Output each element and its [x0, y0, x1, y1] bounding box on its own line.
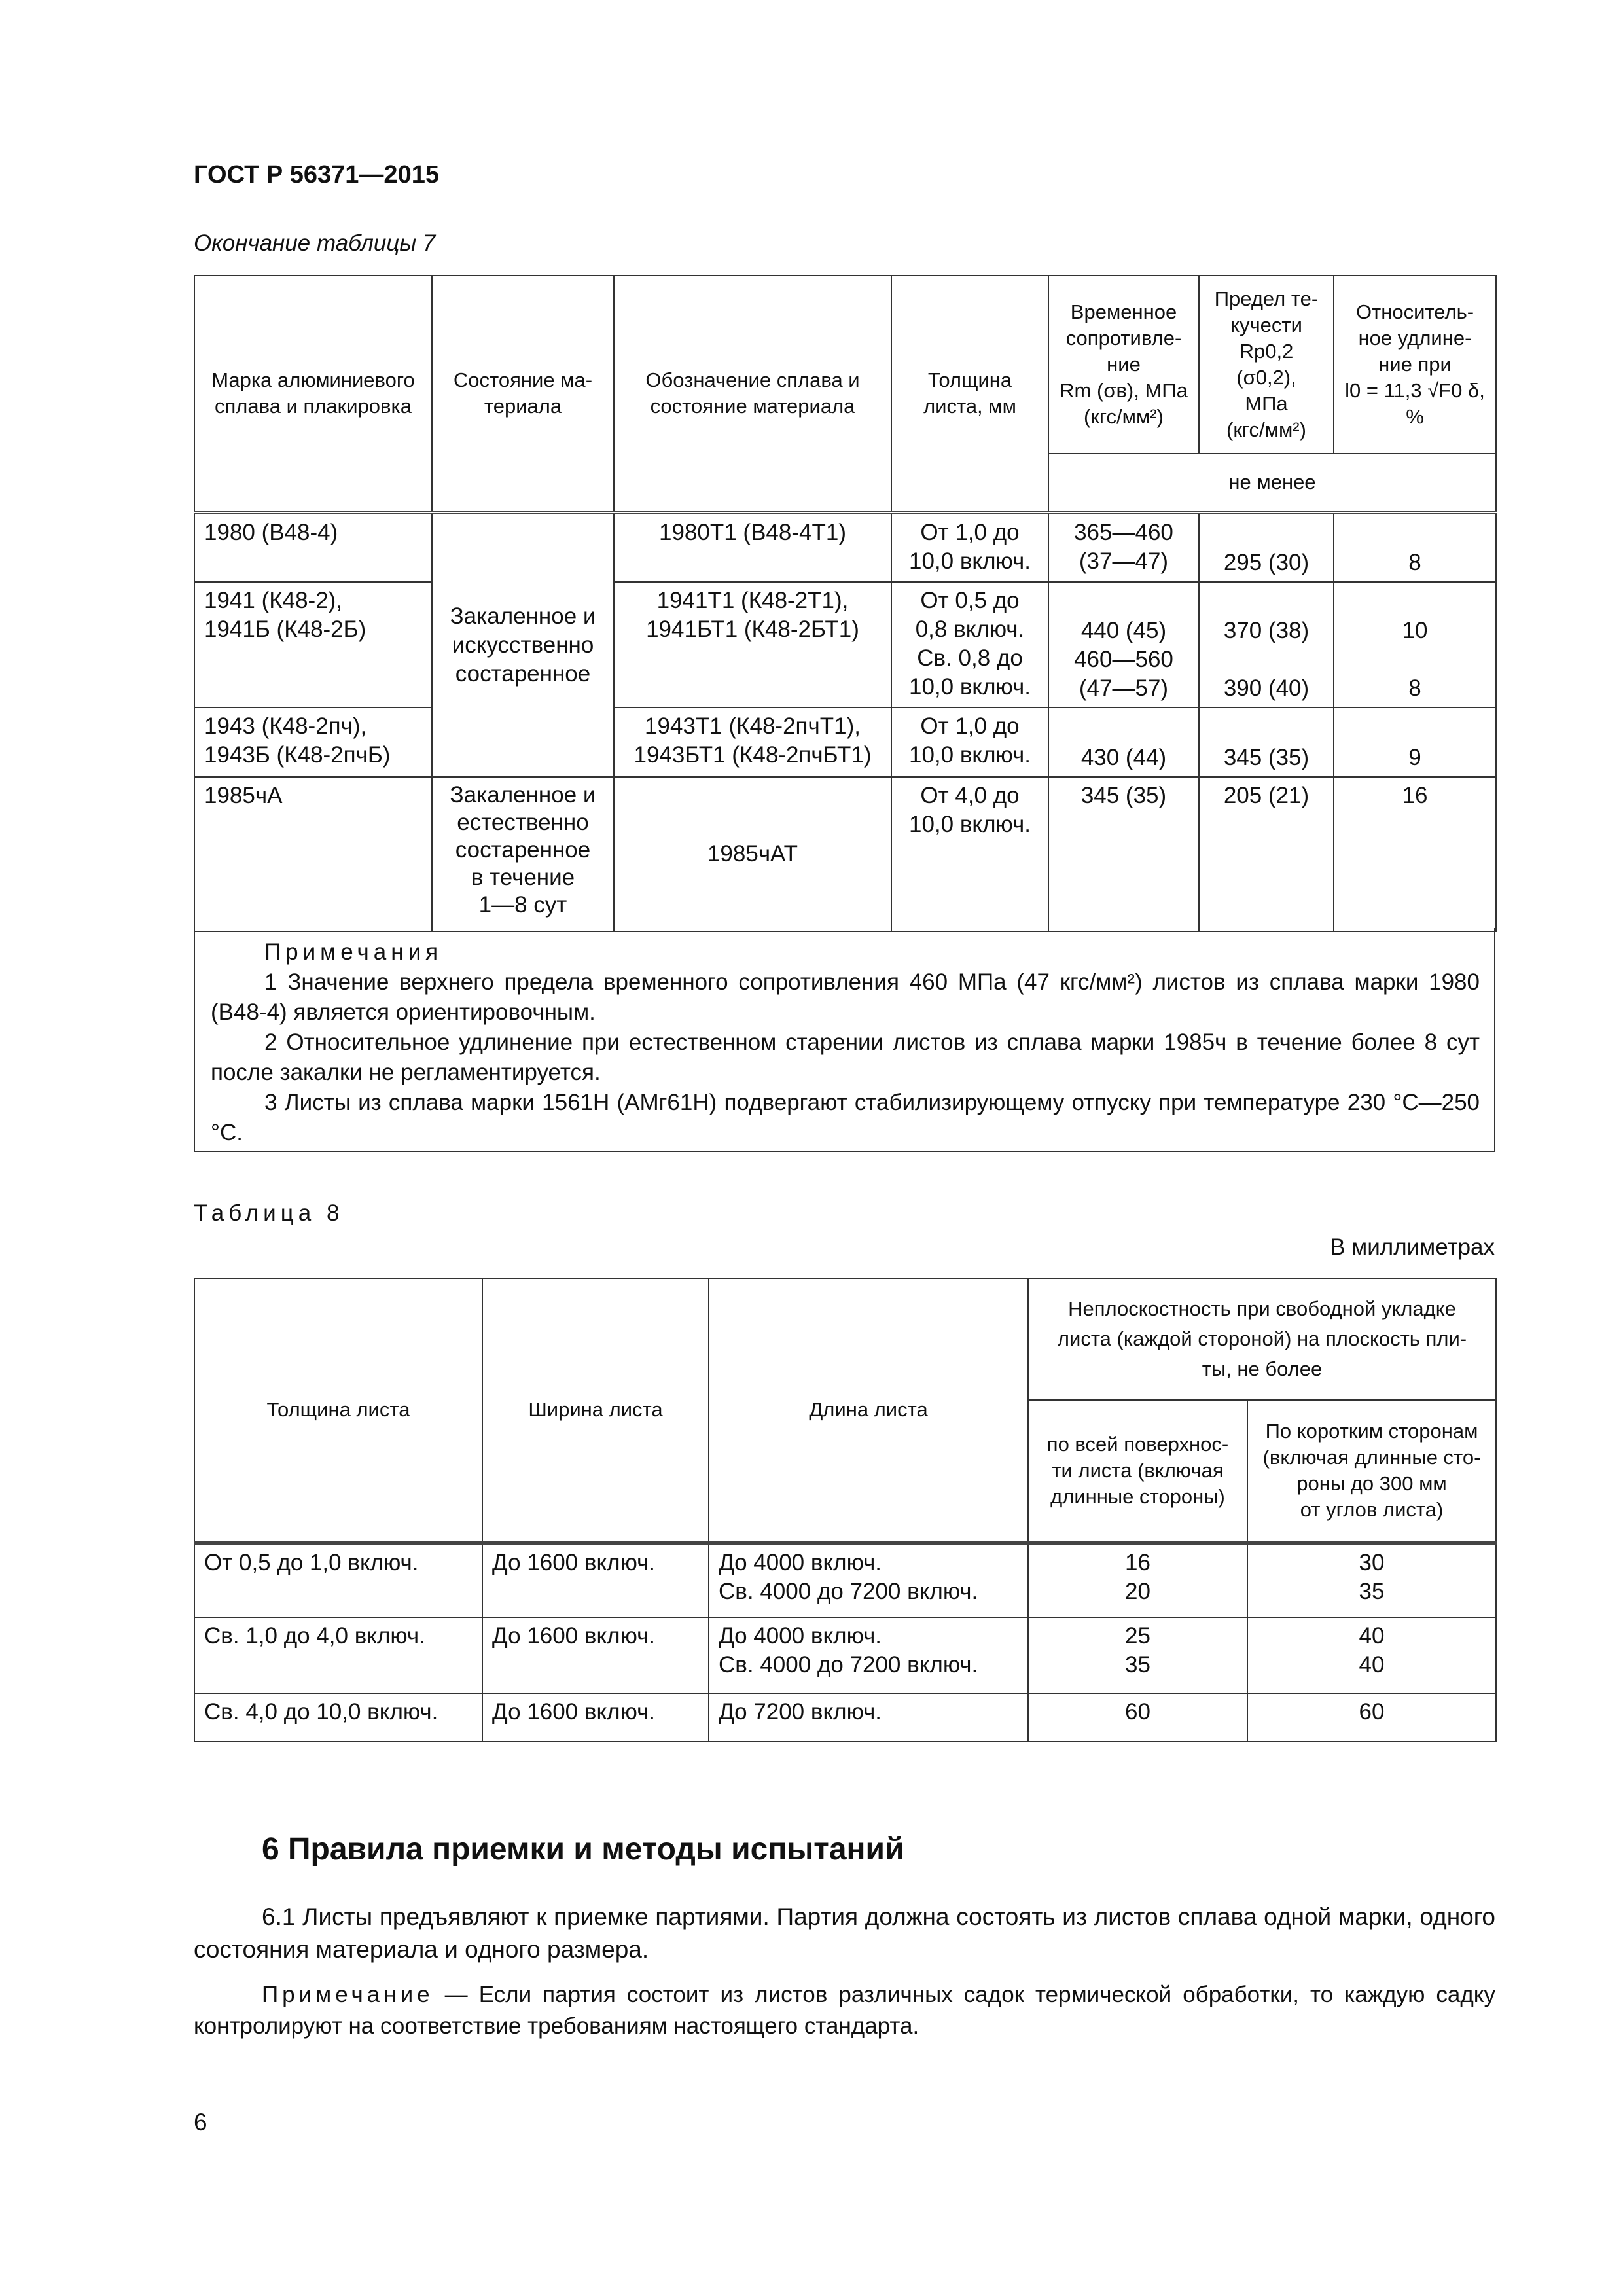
- table-cell-grade: 1985чА: [194, 777, 432, 931]
- table-cell-length: До 4000 включ. Св. 4000 до 7200 включ.: [709, 1543, 1028, 1617]
- table-cell-short: 40 40: [1247, 1617, 1496, 1693]
- header-whole-surface: по всей поверхнос- ти листа (включая длинные стороны): [1028, 1400, 1247, 1543]
- table-cell-state-group: Закаленное и искусственно состаренное: [432, 512, 614, 777]
- section-note: [194, 1979, 1495, 2042]
- table-cell-elongation: 16: [1334, 777, 1496, 931]
- header-sheet-width: Ширина листа: [482, 1278, 709, 1543]
- table-cell-yield: 205 (21): [1199, 777, 1334, 931]
- table-cell-designation: 1985чАТ: [614, 777, 891, 931]
- table-cell-length: До 7200 включ.: [709, 1693, 1028, 1742]
- table-cell-thickness: Св. 1,0 до 4,0 включ.: [194, 1617, 482, 1693]
- header-thickness: Толщина листа, мм: [891, 276, 1048, 512]
- note-label: Примечание: [262, 1982, 434, 2007]
- note-item: 1 Значение верхнего предела временного сопротивления 460 МПа (47 кгс/мм²) листов из сплава марки 1980 (В48-4) является ориентировочным.: [211, 969, 1480, 1025]
- table-cell-yield: 370 (38) 390 (40): [1199, 582, 1334, 708]
- notes-title: Примечания: [264, 939, 443, 965]
- header-sheet-thickness: Толщина листа: [194, 1278, 482, 1543]
- table-cell-short: 30 35: [1247, 1543, 1496, 1617]
- header-yield: Предел те- кучести Rp0,2 (σ0,2), МПа (кгс/мм²): [1199, 276, 1334, 454]
- header-min-label: не менее: [1048, 454, 1496, 512]
- table-8: [194, 1278, 1497, 1742]
- note-item: 3 Листы из сплава марки 1561Н (АМг61Н) подвергают стабилизирующему отпуску при температуре 230 °С—250 °С.: [211, 1090, 1480, 1145]
- section-heading: 6 Правила приемки и методы испытаний: [262, 1832, 904, 1867]
- table8-label: Таблица 8: [194, 1200, 344, 1226]
- paragraph-6-1: 6.1 Листы предъявляют к приемке партиями. Партия должна состоять из листов сплава одной марки, одного состояния материала и одного размера.: [194, 1903, 1495, 1963]
- table-cell-elongation: 9: [1334, 708, 1496, 777]
- table-cell-designation: 1943Т1 (К48-2пчТ1), 1943БТ1 (К48-2пчБТ1): [614, 708, 891, 777]
- table-cell-grade: 1980 (В48-4): [194, 512, 432, 582]
- table-cell-width: До 1600 включ.: [482, 1693, 709, 1742]
- note-item: 2 Относительное удлинение при естественном старении листов из сплава марки 1985ч в течение более 8 сут после закалки не регламентируется.: [211, 1030, 1480, 1085]
- table-7: [194, 275, 1497, 932]
- table-cell-thickness: От 4,0 до 10,0 включ.: [891, 777, 1048, 931]
- header-flatness: Неплоскостность при свободной укладке листа (каждой стороной) на плоскость пли- ты, не более: [1028, 1278, 1496, 1400]
- header-state: Состояние ма- териала: [432, 276, 614, 512]
- header-designation: Обозначение сплава и состояние материала: [614, 276, 891, 512]
- table-cell-tensile: 440 (45) 460—560 (47—57): [1048, 582, 1199, 708]
- header-tensile: Временное сопротивле- ние Rm (σв), МПа (кгс/мм²): [1048, 276, 1199, 454]
- table-cell-tensile: 365—460 (37—47): [1048, 512, 1199, 582]
- table-cell-short: 60: [1247, 1693, 1496, 1742]
- page-number: 6: [194, 2109, 207, 2136]
- table7-notes: [194, 928, 1495, 1152]
- document-code: ГОСТ Р 56371—2015: [194, 161, 439, 188]
- table-cell-designation: 1980Т1 (В48-4Т1): [614, 512, 891, 582]
- table-cell-thickness: От 0,5 до 0,8 включ. Св. 0,8 до 10,0 включ.: [891, 582, 1048, 708]
- table8-units: В миллиметрах: [1330, 1234, 1495, 1260]
- table-cell-thickness: Св. 4,0 до 10,0 включ.: [194, 1693, 482, 1742]
- table-cell-thickness: От 1,0 до 10,0 включ.: [891, 512, 1048, 582]
- table-cell-state: Закаленное и естественно состаренное в течение 1—8 сут: [432, 777, 614, 931]
- table-cell-grade: 1943 (К48-2пч), 1943Б (К48-2пчБ): [194, 708, 432, 777]
- table-cell-tensile: 430 (44): [1048, 708, 1199, 777]
- table-cell-thickness: От 1,0 до 10,0 включ.: [891, 708, 1048, 777]
- table-cell-grade: 1941 (К48-2), 1941Б (К48-2Б): [194, 582, 432, 708]
- table-cell-whole: 60: [1028, 1693, 1247, 1742]
- table-cell-elongation: 10 8: [1334, 582, 1496, 708]
- table-cell-width: До 1600 включ.: [482, 1617, 709, 1693]
- table-cell-thickness: От 0,5 до 1,0 включ.: [194, 1543, 482, 1617]
- table-cell-tensile: 345 (35): [1048, 777, 1199, 931]
- table-cell-designation: 1941Т1 (К48-2Т1), 1941БТ1 (К48-2БТ1): [614, 582, 891, 708]
- header-elongation: Относитель- ное удлине- ние при l0 = 11,3 √F0 δ, %: [1334, 276, 1496, 454]
- table-cell-whole: 25 35: [1028, 1617, 1247, 1693]
- table-cell-yield: 345 (35): [1199, 708, 1334, 777]
- table-cell-yield: 295 (30): [1199, 512, 1334, 582]
- table-cell-width: До 1600 включ.: [482, 1543, 709, 1617]
- table7-caption: Окончание таблицы 7: [194, 230, 436, 256]
- header-sheet-length: Длина листа: [709, 1278, 1028, 1543]
- table-cell-length: До 4000 включ. Св. 4000 до 7200 включ.: [709, 1617, 1028, 1693]
- table-cell-whole: 16 20: [1028, 1543, 1247, 1617]
- note-text: — Если партия состоит из листов различных садок термической обработки, то каждую садку контролируют на соответствие требованиям настоящего стандарта.: [194, 1982, 1495, 2039]
- header-short-sides: По коротким сторонам (включая длинные сто- роны до 300 мм от углов листа): [1247, 1400, 1496, 1543]
- table-cell-elongation: 8: [1334, 512, 1496, 582]
- header-grade: Марка алюминиевого сплава и плакировка: [194, 276, 432, 512]
